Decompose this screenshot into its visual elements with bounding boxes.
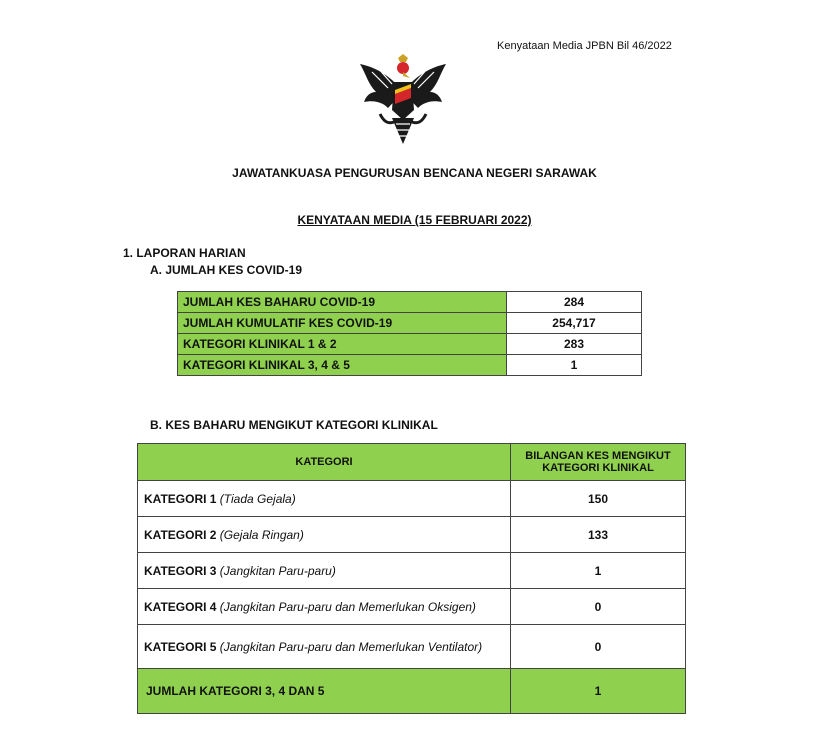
category-desc: (Jangkitan Paru-paru dan Memerlukan Ventilator) [219, 639, 483, 654]
category-cell [138, 589, 511, 625]
summary-value: 254,717 [507, 313, 642, 334]
category-value: 150 [511, 481, 686, 517]
category-value: 0 [511, 589, 686, 625]
summary-label: JUMLAH KES BAHARU COVID-19 [178, 292, 507, 313]
category-value: 1 [511, 553, 686, 589]
category-value: 133 [511, 517, 686, 553]
category-desc: (Tiada Gejala) [219, 491, 296, 506]
category-name: KATEGORI 2 [144, 527, 217, 542]
table-row [138, 625, 686, 669]
media-title: KENYATAAN MEDIA (15 FEBRUARI 2022) [297, 213, 532, 227]
section-b-title: B. KES BAHARU MENGIKUT KATEGORI KLINIKAL [150, 418, 438, 432]
category-desc: (Jangkitan Paru-paru dan Memerlukan Oksigen) [219, 599, 476, 614]
category-cell [138, 481, 511, 517]
table-row [138, 517, 686, 553]
category-value: 0 [511, 625, 686, 669]
category-name: KATEGORI 5 [144, 639, 217, 654]
header-count: BILANGAN KES MENGIKUT KATEGORI KLINIKAL [511, 444, 686, 481]
total-row [138, 669, 686, 714]
table-row [138, 589, 686, 625]
summary-table [177, 291, 642, 376]
summary-row [178, 334, 642, 355]
category-cell [138, 625, 511, 669]
section-1-title: 1. LAPORAN HARIAN [123, 246, 246, 260]
table-row [138, 553, 686, 589]
summary-row [178, 313, 642, 334]
category-desc: (Gejala Ringan) [219, 527, 304, 542]
summary-value: 1 [507, 355, 642, 376]
summary-label: JUMLAH KUMULATIF KES COVID-19 [178, 313, 507, 334]
media-reference: Kenyataan Media JPBN Bil 46/2022 [497, 40, 672, 52]
summary-label: KATEGORI KLINIKAL 3, 4 & 5 [178, 355, 507, 376]
header-category: KATEGORI [138, 444, 511, 481]
total-label: JUMLAH KATEGORI 3, 4 DAN 5 [138, 669, 511, 714]
category-cell [138, 517, 511, 553]
organization-title: JAWATANKUASA PENGURUSAN BENCANA NEGERI SARAWAK [232, 166, 597, 180]
category-name: KATEGORI 3 [144, 563, 217, 578]
category-cell [138, 553, 511, 589]
summary-label: KATEGORI KLINIKAL 1 & 2 [178, 334, 507, 355]
table-row [138, 481, 686, 517]
summary-value: 284 [507, 292, 642, 313]
category-table-header [138, 444, 686, 481]
summary-row [178, 355, 642, 376]
category-table [137, 443, 686, 714]
category-desc: (Jangkitan Paru-paru) [219, 563, 336, 578]
section-a-title: A. JUMLAH KES COVID-19 [150, 263, 303, 277]
summary-row [178, 292, 642, 313]
category-name: KATEGORI 4 [144, 599, 217, 614]
sarawak-coat-of-arms-icon [358, 52, 448, 152]
total-value: 1 [511, 669, 686, 714]
category-name: KATEGORI 1 [144, 491, 217, 506]
summary-value: 283 [507, 334, 642, 355]
